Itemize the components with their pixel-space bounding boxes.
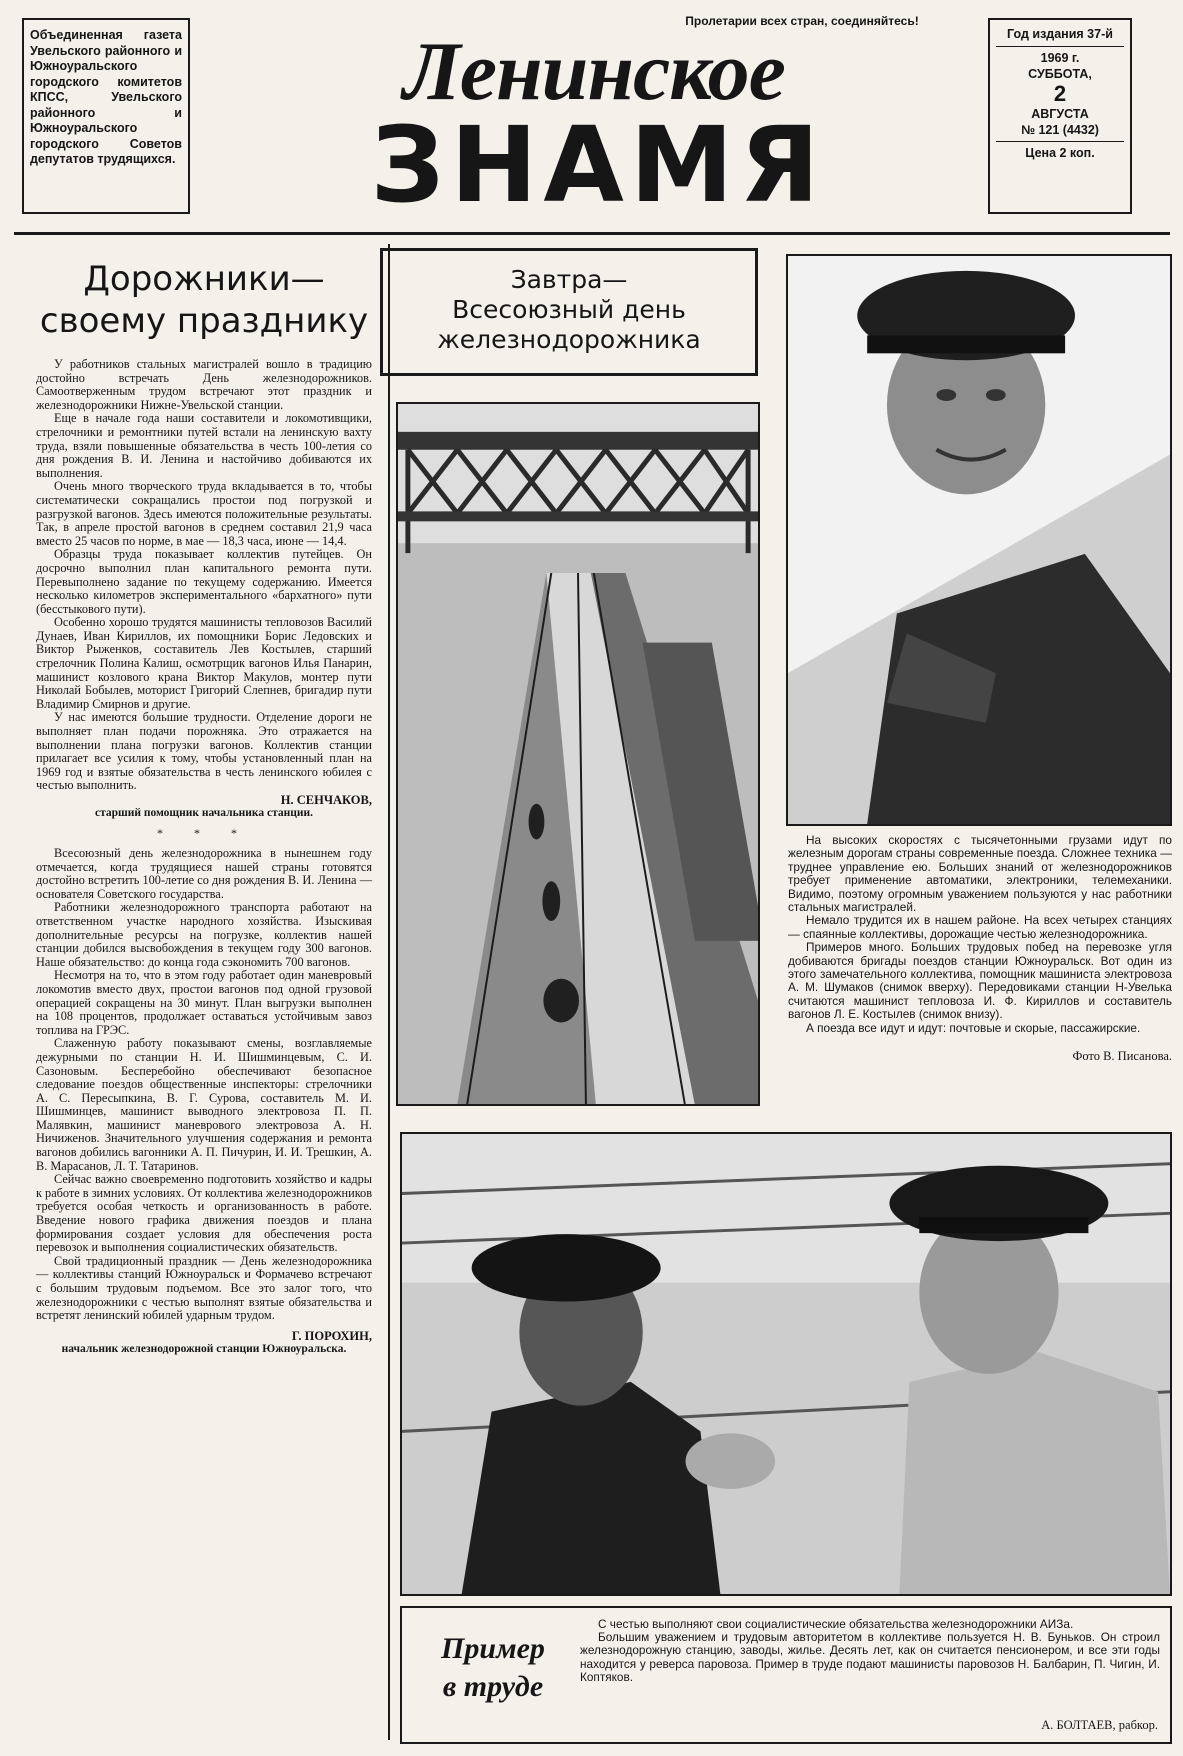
article-part1 [36, 358, 372, 793]
year-of-publication: Год издания 37-й [1007, 27, 1113, 41]
paragraph: Еще в начале года наши составители и локомотивщики, стрелочники и ремонтники путей встали на ленинскую вахту труда, взяли повышенные обязательства в честь 100-летия со дня рождения В. И. Ленина и настойчиво добиваются их выполнения. [36, 411, 372, 480]
paragraph: Работники железнодорожного транспорта работают на ответственном участке народного хозяйства. Изыскивая дополнительные ресурсы на погрузке, коллектив нашей станции добился высвобождения в текущем году 300 вагонов. Наше обязательство: до конца года сэкономить 700 вагонов. [36, 900, 372, 969]
primer-title [418, 1630, 568, 1706]
photo-two-railwaymen [400, 1132, 1172, 1596]
caption-text [788, 834, 1172, 1035]
masthead-rule [14, 232, 1170, 235]
paragraph: Большим уважением и трудовым авторитетом в коллективе пользуется Н. В. Буньков. Он строил железнодорожную станцию, заводы, жилье. Десять лет, как он считается пенсионером, и все эти годы находится у реверса паровоза. Пример в труде подают машинисты паровозов Н. Балбарин, П. Чигин, И. Коптяков. [580, 1630, 1160, 1684]
paragraph: На высоких скоростях с тысячетонными грузами идут по железным дорогам страны современные поезда. Сложнее техника — труднее управление ею. Больших знаний от железнодорожников требует применение автоматики, электроники, телемеханики. Видимо, поэтому огромным уважением пользуются у нас работники стальных магистралей. [788, 833, 1172, 915]
primer-title-line1: Пример [441, 1632, 545, 1665]
photo-caption [788, 834, 1172, 1134]
separator-stars: * * * [157, 826, 251, 840]
paragraph: Сейчас важно своевременно подготовить хозяйство и кадры к работе в зимних условиях. От коллектива железнодорожников требуется особая четкость и организованность в работе. Введение нового графика движения поездов и плана формирования создает условия для обеспечения роста перевозок и выполнения социалистических обязательств. [36, 1172, 372, 1255]
photo-credit: Фото В. Писанова. [1072, 1049, 1172, 1064]
paragraph: Всесоюзный день железнодорожника в нынешнем году отмечается, когда трудящиеся нашей страны готовятся достойно встретить 100-летие со дня рождения В. И. Ленина — основателя Советского государства. [36, 846, 372, 901]
paragraph: Примеров много. Больших трудовых побед на перевозке угля добиваются бригады поездов станции Южноуральск. Вот один из этого замечательного коллектива, помощник машиниста электровоза А. М. Шумаков (снимок вверху). Передовиками станции Н-Увелька считаются машинист тепловоза И. Ф. Кириллов и составитель вагонов Л. Е. Костылев (снимок внизу). [788, 940, 1172, 1022]
banner-line2: Всесоюзный день [452, 295, 686, 324]
primer-text [580, 1618, 1160, 1684]
banner-line3: железнодорожника [437, 325, 701, 354]
newspaper-title-line2: ЗНАМЯ [370, 104, 826, 226]
paragraph: Образцы труда показывает коллектив путейцев. Он досрочно выполнил план капитального ремонта пути. Перевыполнено задание по текущему содержанию. Имеется несколько километров экспериментального «бархатного» пути (бесстыкового пути). [36, 547, 372, 616]
signature-name-2: Г. ПОРОХИН, [291, 1328, 372, 1343]
primer-title-line2: в труде [442, 1670, 544, 1703]
issue-number: № 121 (4432) [1021, 123, 1099, 137]
holiday-banner [380, 248, 758, 376]
issue-weekday: СУББОТА, [1028, 67, 1092, 81]
paragraph: У работников стальных магистралей вошло в традицию достойно встречать День железнодорожников. Самоотверженным трудом встречают этот праздник и железнодорожники Нижне-Увельской станции. [36, 357, 372, 412]
article-part2 [36, 847, 372, 1323]
paragraph: У нас имеются большие трудности. Отделение дороги не выполняет план подачи порожняка. Это отражается на выполнении плана погрузки вагонов. Коллектив станции прилагает все усилия к тому, чтобы установленный план на 1969 год и взятые обязательства в честь ленинского юбилея с честью выполнить. [36, 710, 372, 793]
paragraph: Особенно хорошо трудятся машинисты тепловозов Василий Дунаев, Иван Кириллов, их помощники Борис Ледовских и Виктор Рыженков, составитель Лев Костылев, старший стрелочник Полина Калиш, осмотрщик вагонов Илья Панарин, машинист козлового крана Виктор Макулов, монтер пути Николай Бобылев, моторист Григорий Слепнев, бригадир пути Владимир Смирнов и другие. [36, 615, 372, 711]
banner-line1: Завтра— [510, 265, 628, 294]
paragraph: Слаженную работу показывают смены, возглавляемые дежурными по станции Н. И. Шишминцевым, С. И. Сазоновым. Бесперебойно обеспечивают безопасное следование поездов общественные инспекторы: стрелочники А. С. Пересыпкина, В. Г. Сурова, составитель М. И. Шишминцев, машинист выводного электровоза П. П. Малявкин, машинист маневрового электровоза А. Н. Ничиженов. Значительного улучшения содержания и ремонта вагонов добились вагонники А. П. Пичурин, И. И. Трешкин, А. В. Марасанов, Л. Т. Татаринов. [36, 1036, 372, 1173]
issue-info-box [988, 18, 1132, 214]
paragraph: Немало трудится их в нашем районе. На всех четырех станциях — спаянные коллективы, дорожащие честью железнодорожника. [788, 913, 1172, 941]
photo-railway-yard [396, 402, 760, 1106]
primer-box [400, 1606, 1172, 1744]
article-headline: Дорожники— своему празднику [39, 259, 369, 341]
paragraph: Очень много творческого труда вкладывается в то, чтобы систематически сокращались простои под погрузкой и разгрузкой вагонов. Здесь имеются положительные результаты. Так, в апреле простой вагонов в среднем составил 21,9 часа вместо 25 часов по норме, в мае — 18,3 часа, июне — 14,4. [36, 479, 372, 548]
newspaper-title-line1: Ленинское [403, 25, 785, 118]
signature-title-2: начальник железнодорожной станции Южноуральска. [61, 1342, 347, 1355]
issue-year: 1969 г. [1040, 51, 1080, 65]
left-article [18, 244, 390, 1740]
issue-month: АВГУСТА [1031, 107, 1089, 121]
signature-name-1: Н. СЕНЧАКОВ, [280, 793, 372, 807]
issue-price: Цена 2 коп. [1025, 146, 1095, 160]
signature-title-1: старший помощник начальника станции. [94, 807, 314, 819]
publisher-text: Объединенная газета Увельского районного и Южноуральского городского комитетов КПСС, Увельского районного и Южноуральского городского Советов депутатов трудящихся. [30, 28, 182, 166]
paragraph: Свой традиционный праздник — День железнодорожника — коллективы станций Южноуральск и Формачево встречают с большим трудовым подъемом. Все это залог того, что железнодорожники с честью выполнят взятые обязательства и встретят ленинский юбилей ударным трудом. [36, 1253, 372, 1323]
photo-locomotive-engineer [786, 254, 1172, 826]
issue-day: 2 [1053, 81, 1067, 106]
motto: Пролетарии всех стран, соединяйтесь! [685, 14, 919, 28]
paragraph: А поезда все идут и идут: почтовые и скорые, пассажирские. [806, 1020, 1141, 1035]
paragraph: Несмотря на то, что в этом году работает один маневровый локомотив вместо двух, простои вагонов под одной грузовой операцией сокращены на 30 минут. План выгрузки выполнен на 108 процентов, продолжает оставаться устойчивым завоз топлива на ГРЭС. [36, 968, 372, 1037]
primer-signature: А. БОЛТАЕВ, рабкор. [1041, 1718, 1158, 1732]
masthead-publisher-box [22, 18, 190, 214]
paragraph: С честью выполняют свои социалистические обязательства железнодорожники АИЗа. [598, 1617, 1074, 1631]
